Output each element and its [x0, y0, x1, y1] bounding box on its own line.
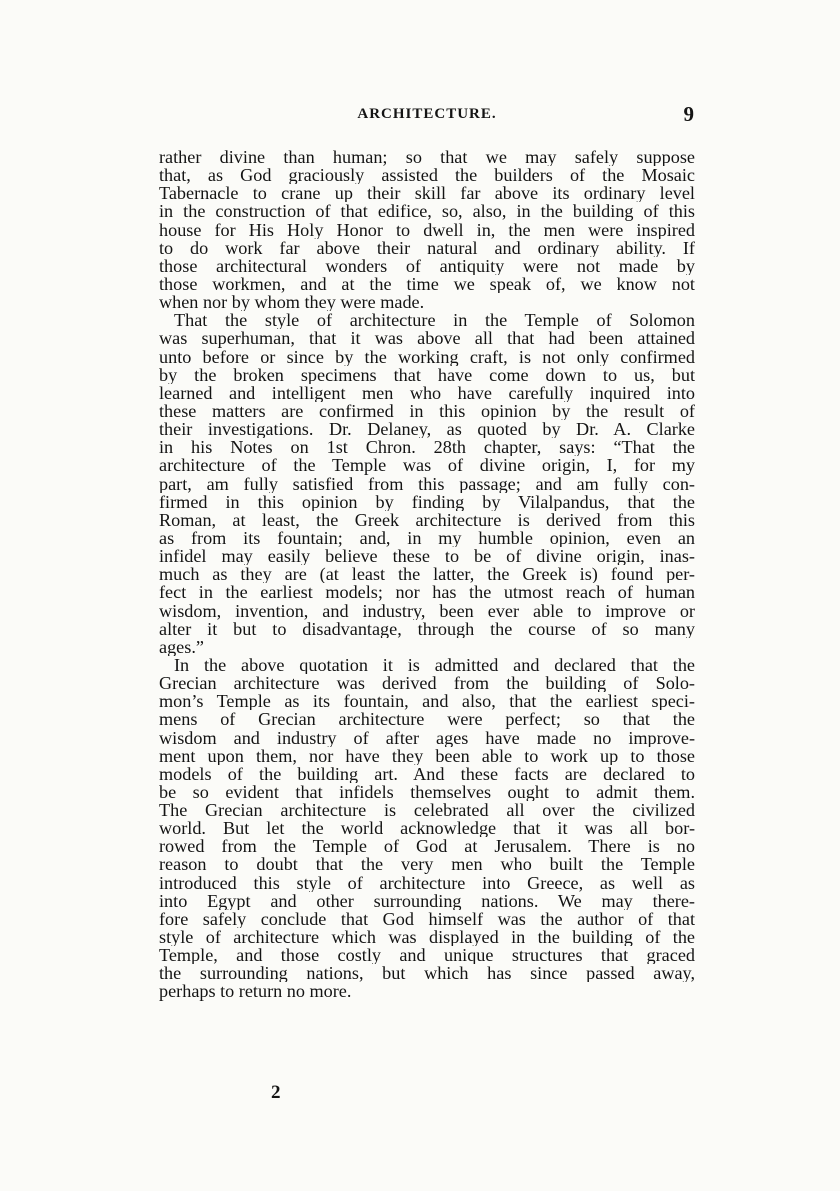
text-line: mens of Grecian architecture were perfect; so that the [159, 710, 695, 729]
paragraph-end-line: perhaps to return no more. [159, 982, 352, 1001]
text-line: fore safely conclude that God himself was the author of that [159, 909, 695, 929]
text-line: to do work far above their natural and ordinary ability. If [159, 238, 695, 257]
text-line: house for His Holy Honor to dwell in, the men were inspired [159, 220, 695, 239]
text-line: fect in the earliest models; nor has the utmost reach of human [159, 583, 695, 602]
text-line: firmed in this opinion by finding by Vilalpandus, that the [159, 492, 695, 511]
running-title: ARCHITECTURE. [357, 106, 497, 122]
text-line: these matters are confirmed in this opinion by the result of [159, 401, 695, 421]
paragraph-start-line: That the style of architecture in the Temple of Solomon [174, 311, 695, 330]
text-line: by the broken specimens that have come down to us, but [159, 365, 695, 384]
text-line: as from its fountain; and, in my humble opinion, even an [159, 528, 695, 548]
paragraph-start-line: In the above quotation it is admitted and declared that the [174, 655, 695, 675]
text-line: Tabernacle to crane up their skill far above its ordinary level [159, 184, 695, 203]
text-line: into Egypt and other surrounding nations. We may there- [159, 891, 695, 910]
text-line: rowed from the Temple of God at Jerusalem. There is no [159, 837, 695, 856]
text-line: their investigations. Dr. Delaney, as quoted by Dr. A. Clarke [159, 420, 695, 439]
text-line: the surrounding nations, but which has since passed away, [159, 964, 695, 983]
signature-mark: 2 [271, 1082, 281, 1103]
text-line: wisdom, invention, and industry, been ever able to improve or [159, 601, 695, 620]
text-line: mon’s Temple as its fountain, and also, that the earliest speci- [159, 692, 695, 711]
paragraph-end-line: ages.” [159, 637, 204, 656]
page-number: 9 [683, 102, 694, 126]
text-line: infidel may easily believe these to be of divine origin, inas- [159, 547, 695, 566]
running-head [160, 104, 694, 128]
text-line: Grecian architecture was derived from the building of Solo- [159, 674, 695, 693]
text-line: much as they are (at least the latter, the Greek is) found per- [159, 565, 695, 584]
paragraph-end-line: when nor by whom they were made. [159, 293, 425, 312]
text-line: part, am fully satisfied from this passage; and am fully con- [159, 474, 695, 493]
text-line: be so evident that infidels themselves ought to admit them. [159, 782, 695, 802]
text-line: ment upon them, nor have they been able to work up to those [159, 746, 695, 765]
text-line: Temple, and those costly and unique structures that graced [159, 946, 695, 965]
text-line: wisdom and industry of after ages have made no improve- [159, 728, 695, 747]
text-line: reason to doubt that the very men who built the Temple [159, 855, 695, 874]
text-line: architecture of the Temple was of divine origin, I, for my [159, 456, 695, 475]
text-line: rather divine than human; so that we may safely suppose [159, 148, 695, 167]
text-line: The Grecian architecture is celebrated all over the civilized [159, 801, 695, 820]
body-text [159, 148, 695, 1001]
text-line: style of architecture which was displayed in the building of the [159, 928, 695, 947]
text-line: in his Notes on 1st Chron. 28th chapter, says: “That the [159, 438, 695, 457]
text-line: world. But let the world acknowledge that it was all bor- [159, 819, 695, 838]
text-line: those architectural wonders of antiquity were not made by [159, 256, 695, 275]
text-line: those workmen, and at the time we speak of, we know not [159, 274, 695, 294]
text-line: introduced this style of architecture into Greece, as well as [159, 873, 695, 892]
text-line: learned and intelligent men who have carefully inquired into [159, 383, 695, 402]
text-line: alter it but to disadvantage, through the course of so many [159, 619, 695, 638]
text-line: was superhuman, that it was above all that had been attained [159, 329, 695, 348]
text-line: Roman, at least, the Greek architecture is derived from this [159, 510, 695, 529]
text-line: in the construction of that edifice, so, also, in the building of this [159, 202, 695, 221]
text-line: models of the building art. And these facts are declared to [159, 764, 695, 783]
text-line: that, as God graciously assisted the builders of the Mosaic [159, 166, 695, 185]
text-line: unto before or since by the working craft, is not only confirmed [159, 347, 695, 366]
